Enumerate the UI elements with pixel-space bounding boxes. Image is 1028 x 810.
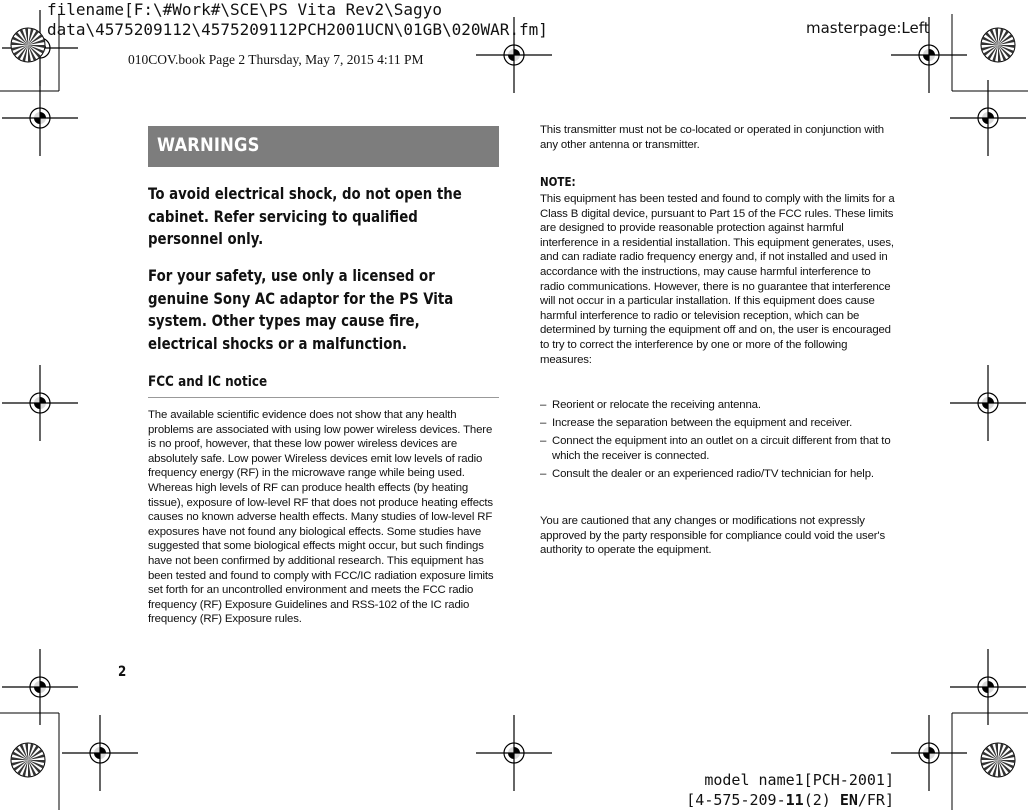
warning-shock: To avoid electrical shock, do not open the cabinet. Refer servicing to qualified personnel only. [148, 185, 462, 248]
divider [148, 397, 499, 398]
starburst-mark [981, 743, 1015, 777]
transmitter-notice: This transmitter must not be co-located or operated in conjunction with any other antenna or transmitter. [540, 124, 884, 151]
list-item: – Connect the equipment into an outlet on a circuit different from that to which the receiver is connected. [540, 434, 896, 463]
footer-code-mid: (2) [803, 791, 840, 809]
crosshair-mark [950, 365, 1026, 441]
crosshair-mark [2, 365, 78, 441]
warning-adaptor: For your safety, use only a licensed or genuine Sony AC adaptor for the PS Vita system. Other types may cause fire, electrical shocks or a malfunction. [148, 267, 454, 353]
list-item: – Reorient or relocate the receiving antenna. [540, 398, 896, 413]
measures-list [540, 398, 896, 485]
header-book-info: 010COV.book Page 2 Thursday, May 7, 2015 4:11 PM [128, 52, 424, 67]
header-filename-line1: filename[F:\#Work#\SCE\PS Vita Rev2\Sagyo [47, 0, 442, 19]
page-number: 2 [118, 664, 127, 680]
crosshair-mark [891, 715, 967, 791]
footer-model-name: model name1[PCH-2001] [704, 771, 894, 789]
crosshair-mark [476, 715, 552, 791]
note-body: This equipment has been tested and found to comply with the limits for a Class B digital device, pursuant to Part 15 of the FCC rules. These limits are designed to provide reasonable protection against harmful interference in a residential installation. This equipment generates, uses, and can radiate radio frequency energy and, if not installed and used in accordance with the instructions, may cause harmful interference to radio communications. However, there is no guarantee that interference will not occur in a particular installation. If this equipment does cause harmful interference to radio or television reception, which can be determined by turning the equipment off and on, the user is encouraged to try to correct the interference by one or more of the following measures: [540, 193, 895, 366]
warnings-title: WARNINGS [157, 134, 260, 156]
crosshair-mark [2, 649, 78, 725]
starburst-mark [11, 743, 45, 777]
fcc-ic-heading: FCC and IC notice [148, 374, 268, 390]
footer-part-code [686, 790, 894, 810]
fcc-ic-body: The available scientific evidence does not show that any health problems are associated with using low power wireless devices. There is no proof, however, that these low power wireless devices are absolutely safe. Low power Wireless devices emit low levels of radio frequency energy (RF) in the microwave range while being used. Whereas high levels of RF can produce health effects (by heating tissue), exposure of low-level RF that does not produce heating effects causes no known adverse health effects. Many studies of low-level RF exposures have not found any biological effects. Some studies have suggested that some biological effects might occur, but such findings have not been confirmed by additional research. This equipment has been tested and found to comply with FCC/IC radiation exposure limits set forth for an uncontrolled environment and meets the FCC radio frequency (RF) Exposure Guidelines and RSS-102 of the IC radio frequency (RF) Exposure rules. [148, 409, 494, 626]
footer-code-suffix: /FR] [857, 791, 894, 809]
starburst-mark [981, 28, 1015, 62]
starburst-mark [11, 28, 45, 62]
footer-code-prefix: [4-575-209- [686, 791, 786, 809]
header-filename-line2: data\4575209112\4575209112PCH2001UCN\01GB\020WAR.fm] [47, 20, 548, 39]
crosshair-mark [62, 715, 138, 791]
header-masterpage: masterpage:Left [806, 19, 930, 37]
list-item: – Consult the dealer or an experienced radio/TV technician for help. [540, 467, 896, 482]
crosshair-mark [950, 649, 1026, 725]
note-label: NOTE: [540, 175, 576, 189]
caution-text: You are cautioned that any changes or modifications not expressly approved by the party responsible for compliance could void the user's authority to operate the equipment. [540, 515, 885, 557]
footer-code-lang: EN [839, 791, 858, 809]
list-item: – Increase the separation between the equipment and receiver. [540, 416, 896, 431]
footer-code-rev: 11 [785, 791, 804, 809]
